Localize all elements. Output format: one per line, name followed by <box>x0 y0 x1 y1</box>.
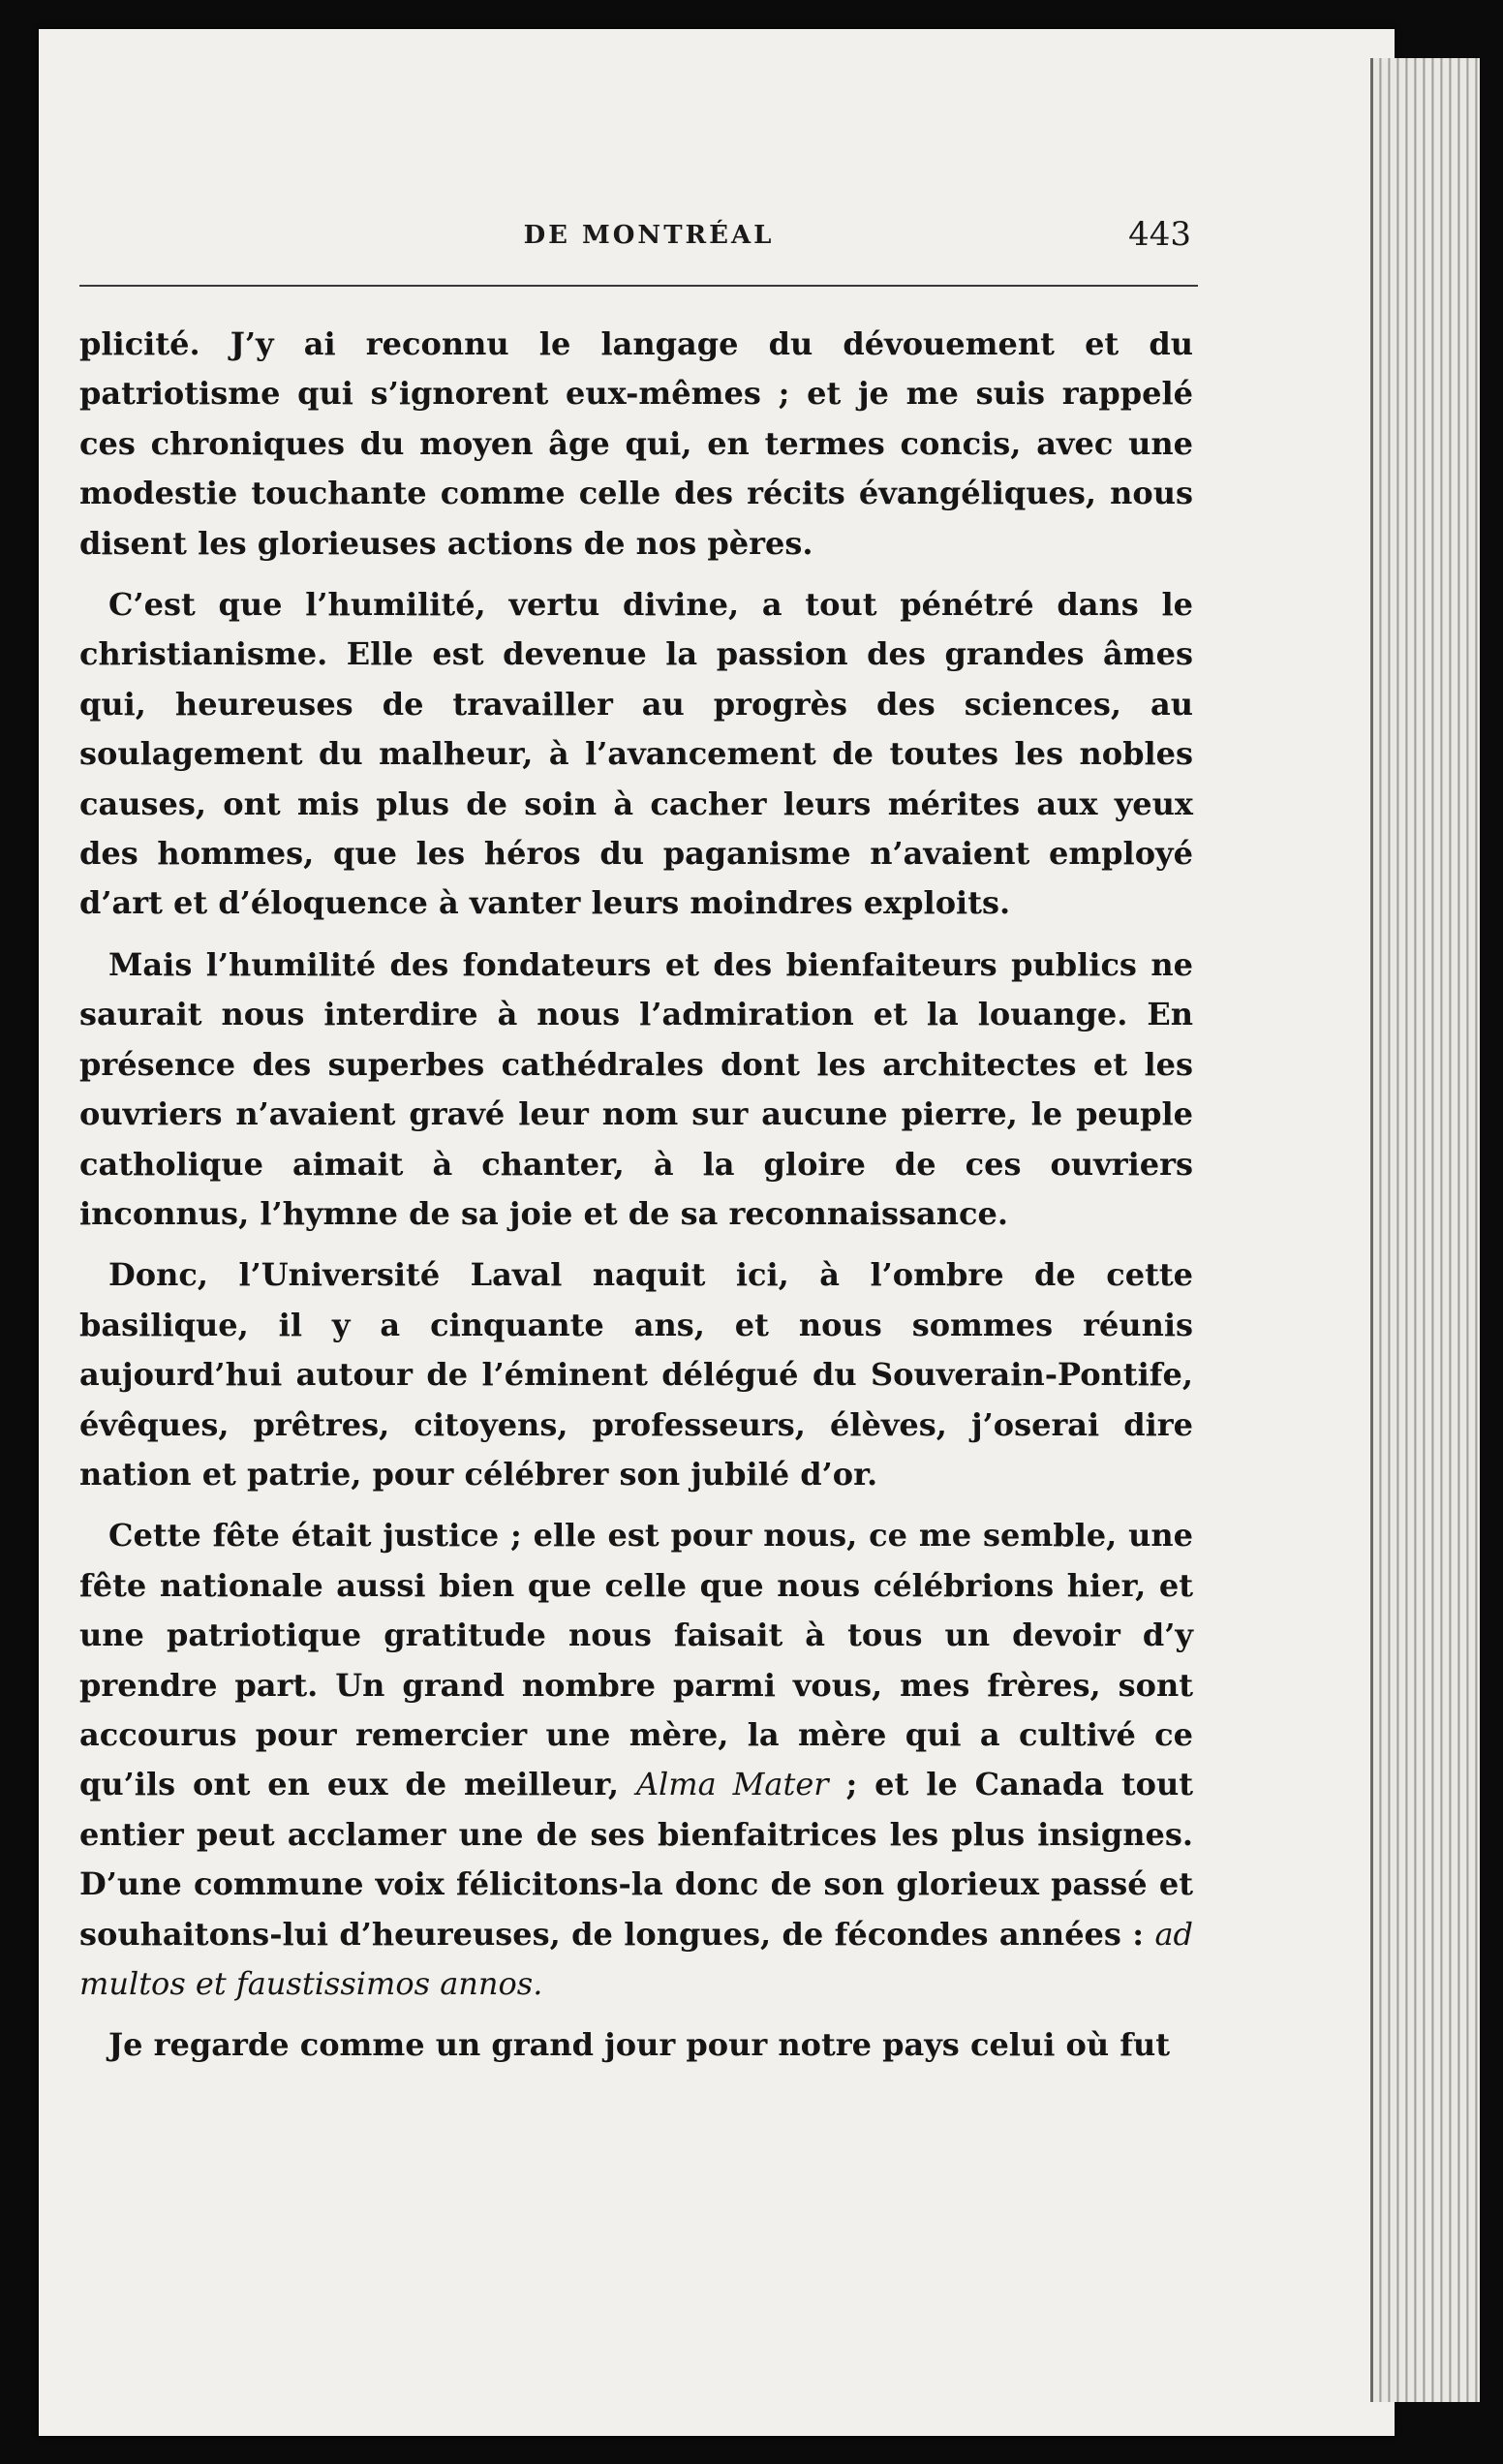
paragraph: Mais l’humilité des fondateurs et des bienfaiteurs publics ne saurait nous interdire à nous l’admiration et la louange. En présence des superbes cathédrales dont les architectes et les ouvriers n’avaient gravé leur nom sur aucune pierre, le peuple catholique aimait à chanter, à la gloire de ces ouvriers inconnus, l’hymne de sa joie et de sa reconnaissance. <box>79 945 1193 1232</box>
text-run: ; et le Canada tout entier peut acclamer une de ses bienfaitrices les plus insignes. D’une commune voix félicitons-la donc de son glorieux passé et souhaitons-lui d’heureuses, de longues, de fécondes années : <box>79 1766 1194 1953</box>
running-title: DE MONTRÉAL <box>523 221 775 250</box>
text-run: Cette fête était justice ; elle est pour nous, ce me semble, une fête nationale aussi bien que celle que nous célébrions hier, et une patriotique gratitude nous faisait à tous un devoir d’y prendre part. Un grand nombre parmi vous, mes frères, sont accourus pour remercier une mère, la mère qui a cultivé ce qu’ils ont en eux de meilleur, <box>79 1517 1193 1803</box>
page-header <box>68 215 1191 279</box>
header-rule <box>79 285 1198 287</box>
page-edges <box>1370 58 1480 2402</box>
paragraph: Je regarde comme un grand jour pour notre pays celui où fut <box>108 2026 1171 2064</box>
paragraph <box>79 1511 1193 2009</box>
italic-phrase: ad multos et faustissimos annos. <box>79 1915 1193 2002</box>
paragraph: plicité. J’y ai reconnu le langage du dévouement et du patriotisme qui s’ignorent eux-mêmes ; et je me suis rappelé ces chroniques du moyen âge qui, en termes concis, avec une modestie touchante comme celle des récits évangéliques, nous disent les glorieuses actions de nos pères. <box>79 325 1193 562</box>
body-text <box>79 320 1193 2082</box>
page-number: 443 <box>1128 215 1191 254</box>
paragraph: C’est que l’humilité, vertu divine, a tout pénétré dans le christianisme. Elle est devenue la passion des grandes âmes qui, heureuses de travailler au progrès des sciences, au soulagement du malheur, à l’avancement de toutes les nobles causes, ont mis plus de soin à cacher leurs mérites aux yeux des hommes, que les héros du paganisme n’avaient employé d’art et d’éloquence à vanter leurs moindres exploits. <box>79 586 1193 922</box>
italic-phrase: Alma Mater <box>635 1766 829 1803</box>
paragraph: Donc, l’Université Laval naquit ici, à l’ombre de cette basilique, il y a cinquante ans, et nous sommes réunis aujourd’hui autour de l’éminent délégué du Souverain-Pontife, évêques, prêtres, citoyens, professeurs, élèves, j’oserai dire nation et patrie, pour célébrer son jubilé d’or. <box>79 1256 1193 1493</box>
